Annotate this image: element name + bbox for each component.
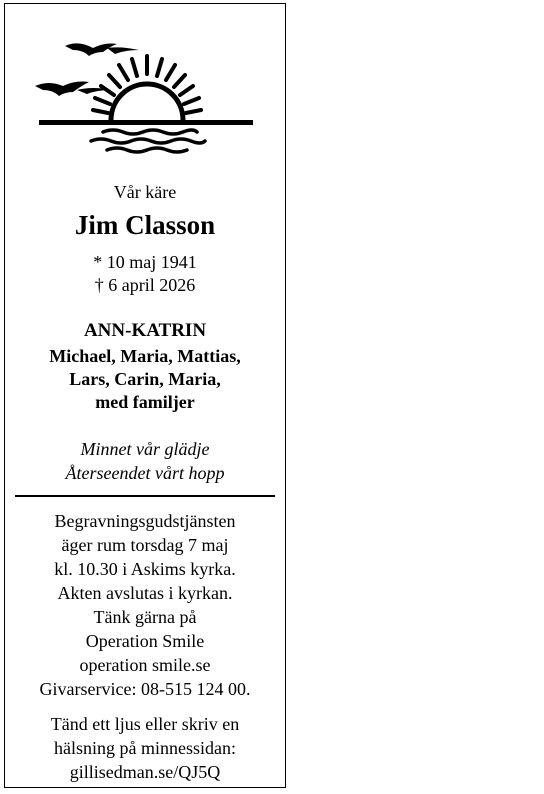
funeral-line: Tänk gärna på <box>93 607 197 627</box>
mourners-line: Michael, Maria, Mattias, <box>49 346 241 366</box>
mourners-line: med familjer <box>95 392 195 412</box>
funeral-info <box>5 509 285 701</box>
sunset-with-birds-icon <box>33 34 258 154</box>
funeral-line: Akten avslutas i kyrkan. <box>57 583 233 603</box>
mourners-list <box>5 345 285 414</box>
funeral-line: äger rum torsdag 7 maj <box>61 535 229 555</box>
memorial-verse <box>5 437 285 485</box>
memorial-link[interactable]: gillisedman.se/QJ5Q <box>69 762 221 782</box>
funeral-line: Begravningsgudstjänsten <box>54 511 236 531</box>
memorial-line: hälsning på minnessidan: <box>54 738 236 758</box>
life-dates <box>5 251 285 297</box>
funeral-line: operation smile.se <box>79 655 211 675</box>
memorial-line: Tänd ett ljus eller skriv en <box>50 714 240 734</box>
funeral-line: Operation Smile <box>85 631 205 651</box>
verse-line: Återseendet vårt hopp <box>65 463 225 483</box>
verse-line: Minnet vår glädje <box>80 439 210 459</box>
mourners-line: Lars, Carin, Maria, <box>69 369 221 389</box>
memorial-page-info <box>5 712 285 784</box>
deceased-name: Jim Classon <box>74 210 216 240</box>
mourners-heading: ANN-KATRIN <box>83 320 207 341</box>
obituary-notice <box>4 3 286 788</box>
birth-date: * 10 maj 1941 <box>93 252 197 272</box>
death-date: † 6 april 2026 <box>94 275 196 295</box>
divider <box>15 495 275 497</box>
funeral-line: kl. 10.30 i Askims kyrka. <box>54 559 236 579</box>
intro-text: Vår käre <box>113 182 177 202</box>
funeral-line: Givarservice: 08-515 124 00. <box>39 679 251 699</box>
